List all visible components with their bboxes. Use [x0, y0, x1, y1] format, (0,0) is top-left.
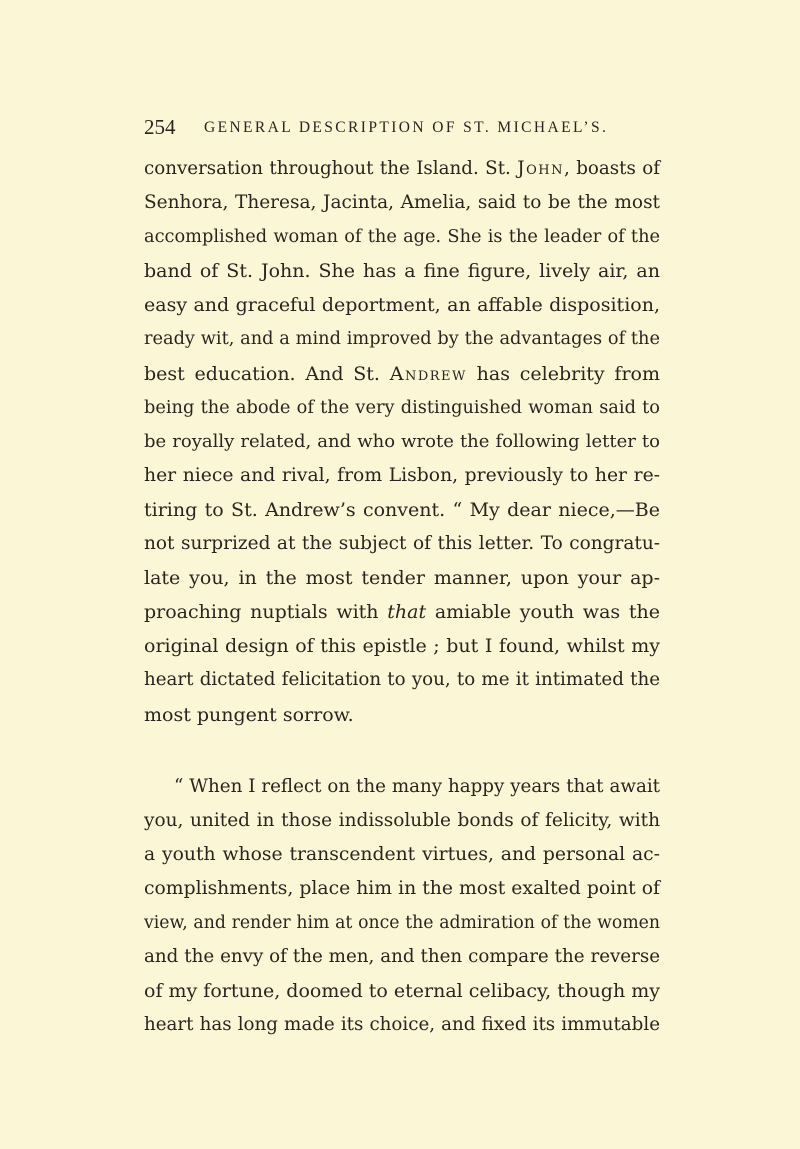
text-line: conversation throughout the Island. St. John, boasts of — [144, 158, 660, 179]
text-line: be royally related, and who wrote the following letter to — [144, 430, 660, 452]
paragraph — [144, 152, 660, 732]
text-line: most pungent sorrow. — [144, 703, 354, 726]
text-line: you, united in those indissoluble bonds of felicity, with — [144, 809, 660, 831]
text-line: accomplished woman of the age. She is the leader of the — [144, 227, 660, 248]
text-line: tiring to St. Andrew’s convent. “ My dear niece,—Be — [144, 498, 660, 521]
paragraph-gap — [144, 732, 660, 770]
paragraph — [144, 770, 660, 1043]
small-caps-name: John — [517, 158, 564, 179]
text-line: proaching nuptials with that amiable youth was the — [144, 601, 660, 624]
text-line: late you, in the most tender manner, upon your ap- — [144, 567, 660, 590]
text-line: view, and render him at once the admiration of the women — [144, 912, 660, 933]
body-text — [144, 152, 660, 1042]
text-line: easy and graceful deportment, an affable disposition, — [144, 294, 660, 317]
running-head — [144, 115, 664, 139]
text-line: complishments, place him in the most exalted point of — [144, 877, 660, 899]
text-line: a youth whose transcendent virtues, and personal ac- — [144, 843, 660, 865]
text-line: ready wit, and a mind improved by the advantages of the — [144, 329, 660, 350]
text-line: being the abode of the very distinguished woman said to — [144, 397, 660, 418]
text-line: and the envy of the men, and then compare the reverse — [144, 946, 660, 968]
small-caps-name: Andrew — [389, 362, 467, 385]
text-line: heart dictated felicitation to you, to me it intimated the — [144, 669, 660, 691]
text-line: Senhora, Theresa, Jacinta, Amelia, said to be the most — [144, 192, 660, 214]
text-line: heart has long made its choice, and fixed its immutable — [144, 1014, 660, 1036]
text-line: “ When I reflect on the many happy years that await — [174, 775, 660, 797]
text-line: of my fortune, doomed to eternal celibacy, though my — [144, 980, 660, 1003]
italic-word: that — [387, 601, 427, 624]
text-line: not surprized at the subject of this letter. To congratu- — [144, 533, 660, 555]
text-line: original design of this epistle ; but I found, whilst my — [144, 635, 660, 658]
text-line: best education. And St. Andrew has celebrity from — [144, 362, 660, 385]
text-line: band of St. John. She has a fine figure, lively air, an — [144, 260, 660, 283]
running-title: GENERAL DESCRIPTION OF ST. MICHAEL’S. — [204, 119, 609, 136]
text-line: her niece and rival, from Lisbon, previously to her re- — [144, 464, 660, 486]
page-number: 254 — [144, 115, 176, 139]
